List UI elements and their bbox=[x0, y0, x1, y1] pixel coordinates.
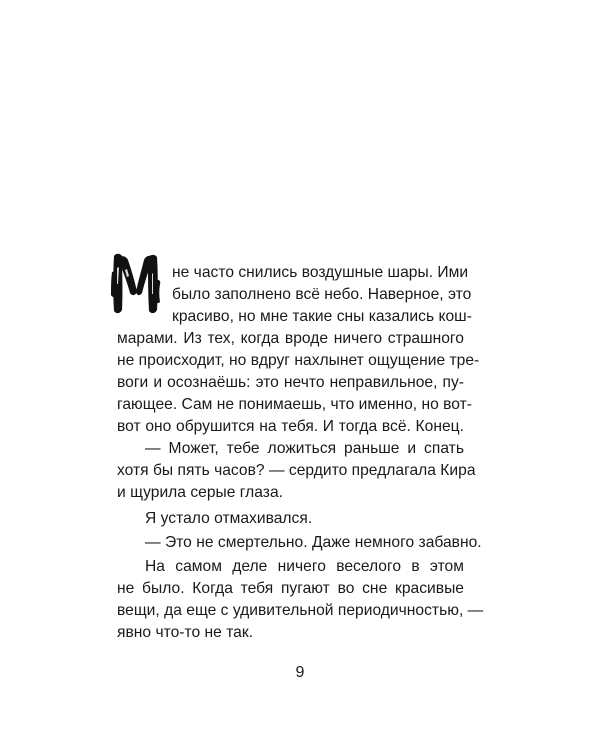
text-line-11: и щурила серые глаза. bbox=[117, 484, 284, 501]
text-line-7: гающее. Сам не понимаешь, что именно, но вот- bbox=[117, 396, 473, 413]
text-line-15: не было. Когда тебя пугают во сне красивые bbox=[117, 580, 464, 597]
text-line-13: — Это не смертельно. Даже немного забавно. bbox=[145, 534, 482, 551]
text-line-1: не часто снились воздушные шары. Ими bbox=[172, 264, 469, 281]
text-line-10: хотя бы пять часов? — сердито предлагала Кира bbox=[117, 462, 476, 479]
text-line-12: Я устало отмахивался. bbox=[145, 510, 313, 527]
text-line-5: не происходит, но вдруг нахлынет ощущение тре- bbox=[117, 352, 480, 369]
text-line-3: красиво, но мне такие сны казались кош- bbox=[172, 308, 472, 325]
text-line-9: — Может, тебе ложиться раньше и спать bbox=[145, 440, 464, 457]
drop-cap-letter bbox=[110, 250, 162, 316]
text-line-16: вещи, да еще с удивительной периодичностью, — bbox=[117, 602, 484, 619]
text-line-14: На самом деле ничего веселого в этом bbox=[145, 558, 464, 575]
text-line-17: явно что-то не так. bbox=[117, 624, 254, 641]
page-number: 9 bbox=[295, 664, 305, 681]
text-line-6: воги и осознаёшь: это нечто неправильное, пу- bbox=[117, 374, 464, 391]
text-line-2: было заполнено всё небо. Наверное, это bbox=[172, 286, 472, 303]
text-line-4: марами. Из тех, когда вроде ничего страшного bbox=[117, 330, 464, 347]
text-line-8: вот оно обрушится на тебя. И тогда всё. Конец. bbox=[117, 418, 464, 435]
